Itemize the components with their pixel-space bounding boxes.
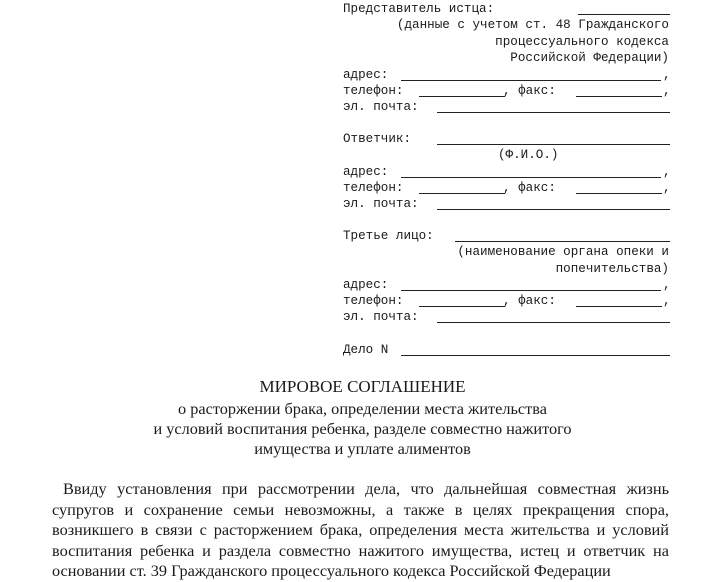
- third-party-name-field[interactable]: [455, 241, 670, 242]
- plaintiff-rep-label: Представитель истца:: [343, 2, 495, 16]
- plaintiff-email-field[interactable]: [437, 112, 670, 113]
- document-subtitle-line-1: о расторжении брака, определении места жительства: [178, 399, 547, 418]
- defendant-fax-label: , факс:: [503, 181, 556, 195]
- plaintiff-rep-field[interactable]: [578, 14, 670, 15]
- plaintiff-fax-field[interactable]: [576, 96, 662, 97]
- document-subtitle-line-2: и условий воспитания ребенка, разделе совместно нажитого: [153, 419, 572, 438]
- case-number-label: Дело N: [343, 343, 389, 357]
- plaintiff-rep-note-1: (данные с учетом ст. 48 Гражданского: [396, 18, 669, 32]
- third-party-email-field[interactable]: [437, 322, 670, 323]
- defendant-note: (Ф.И.О.): [498, 148, 559, 162]
- third-party-phone-label: телефон:: [343, 294, 404, 308]
- plaintiff-address-field[interactable]: [401, 80, 661, 81]
- comma: ,: [663, 294, 671, 308]
- defendant-address-field[interactable]: [401, 177, 661, 178]
- defendant-email-field[interactable]: [437, 209, 670, 210]
- comma: ,: [663, 181, 671, 195]
- plaintiff-address-label: адрес:: [343, 68, 389, 82]
- comma: ,: [663, 68, 671, 82]
- third-party-fax-field[interactable]: [576, 306, 662, 307]
- plaintiff-fax-label: , факс:: [503, 84, 556, 98]
- comma: ,: [663, 278, 671, 292]
- defendant-email-label: эл. почта:: [343, 197, 419, 211]
- third-party-address-label: адрес:: [343, 278, 389, 292]
- plaintiff-phone-field[interactable]: [419, 96, 505, 97]
- third-party-note-1: (наименование органа опеки и: [457, 245, 669, 259]
- third-party-phone-field[interactable]: [419, 306, 505, 307]
- defendant-address-label: адрес:: [343, 165, 389, 179]
- defendant-label: Ответчик:: [343, 132, 412, 146]
- document-subtitle-line-3: имущества и уплате алиментов: [254, 439, 471, 458]
- body-paragraph: Ввиду установления при рассмотрении дела, что дальнейшая совместная жизнь супругов и сохранение семьи невозможны, а также в целях прекращения спора, возникшего в связи с расторжением брака, определения места жительства и условий воспитания ребенка и раздела совместно нажитого имущества, истец и ответчик на основании ст. 39 Гражданского процессуального кодекса Российской Федерации: [52, 479, 669, 581]
- defendant-phone-field[interactable]: [419, 193, 505, 194]
- third-party-fax-label: , факс:: [503, 294, 556, 308]
- document-body: [52, 479, 669, 582]
- defendant-fax-field[interactable]: [576, 193, 662, 194]
- plaintiff-rep-note-3: Российской Федерации): [510, 51, 669, 65]
- plaintiff-email-label: эл. почта:: [343, 100, 419, 114]
- third-party-email-label: эл. почта:: [343, 310, 419, 324]
- comma: ,: [663, 84, 671, 98]
- document-title: МИРОВОЕ СОГЛАШЕНИЕ: [259, 377, 466, 396]
- defendant-phone-label: телефон:: [343, 181, 404, 195]
- comma: ,: [663, 165, 671, 179]
- third-party-label: Третье лицо:: [343, 229, 434, 243]
- defendant-name-field[interactable]: [437, 144, 670, 145]
- third-party-address-field[interactable]: [401, 290, 661, 291]
- plaintiff-phone-label: телефон:: [343, 84, 404, 98]
- third-party-note-2: попечительства): [555, 262, 669, 276]
- case-number-field[interactable]: [401, 355, 670, 356]
- plaintiff-rep-note-2: процессуального кодекса: [495, 35, 669, 49]
